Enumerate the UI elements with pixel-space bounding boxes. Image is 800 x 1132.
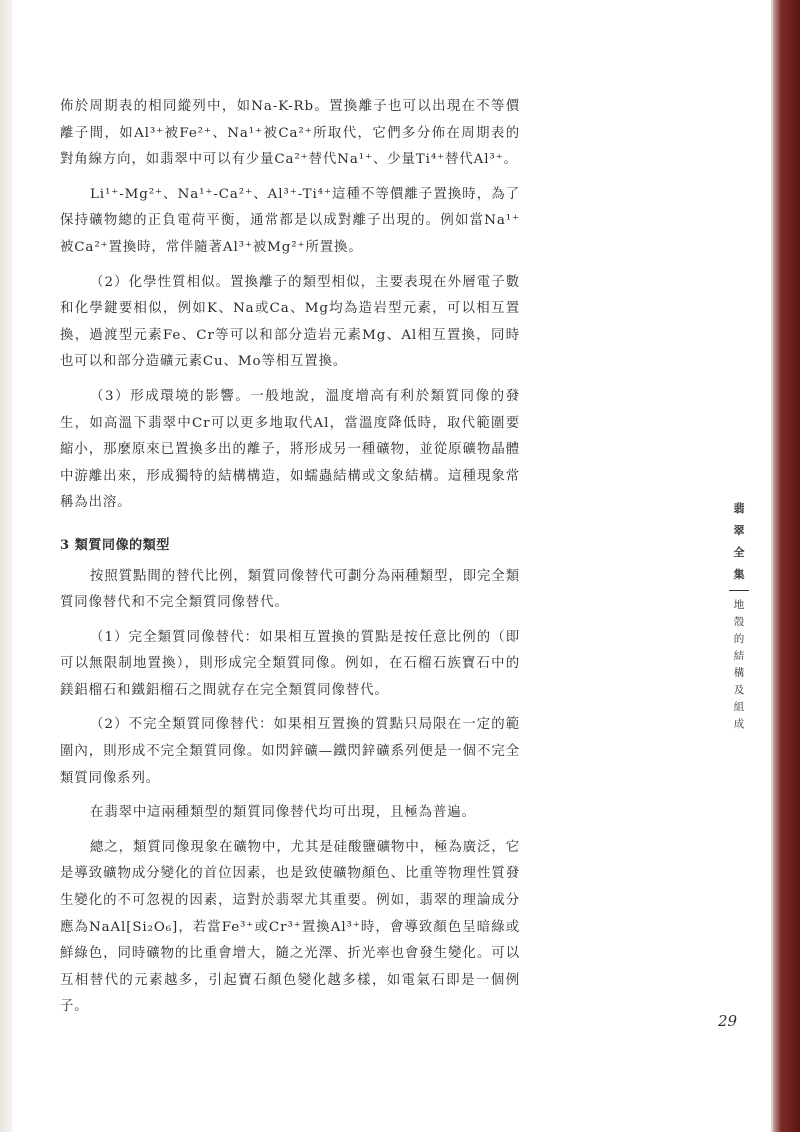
side-divider <box>729 590 749 591</box>
paragraph-8: 在翡翠中這兩種類型的類質同像替代均可出現，且極為普遍。 <box>90 805 476 821</box>
paragraph-2: Li¹⁺-Mg²⁺、Na¹⁺-Ca²⁺、Al³⁺-Ti⁴⁺這種不等價離子置換時，為了保持礦物總的正負電荷平衡，通常都是以成對離子出現的。例如當Na¹⁺被Ca²⁺置換時，常伴隨著Al³⁺被Mg²⁺所置換。 <box>60 186 520 255</box>
body-text <box>60 94 520 1029</box>
chapter-title: 地殼的結構及組成 <box>733 599 745 730</box>
paragraph-6: （1）完全類質同像替代：如果相互置換的質點是按任意比例的（即可以無限制地置換），則形成完全類質同像。例如，在石榴石族寶石中的鎂鋁榴石和鐵鋁榴石之間就存在完全類質同像替代。 <box>60 629 520 698</box>
section-heading: 3 類質同像的類型 <box>60 537 170 553</box>
paragraph-1: 佈於周期表的相同縱列中，如Na-K-Rb。置換離子也可以出現在不等價離子間，如Al³⁺被Fe²⁺、Na¹⁺被Ca²⁺所取代，它們多分佈在周期表的對角線方向，如翡翠中可以有少量Ca²⁺替代Na¹⁺、少量Ti⁴⁺替代Al³⁺。 <box>60 99 520 168</box>
paragraph-9: 總之，類質同像現象在礦物中，尤其是硅酸鹽礦物中，極為廣泛，它是導致礦物成分變化的首位因素，也是致使礦物顏色、比重等物理性質發生變化的不可忽視的因素，這對於翡翠尤其重要。例如，翡翠的理論成分應為NaAl[Si₂O₆]，若當Fe³⁺或Cr³⁺置換Al³⁺時，會導致顏色呈暗綠或鮮綠色，同時礦物的比重會增大，隨之光澤、折光率也會發生變化。可以互相替代的元素越多，引起寶石顏色變化越多樣，如電氣石即是一個例子。 <box>60 839 520 1015</box>
paragraph-4: （3）形成環境的影響。一般地說，溫度增高有利於類質同像的發生，如高溫下翡翠中Cr可以更多地取代Al，當溫度降低時，取代範圍要縮小，那麼原來已置換多出的離子，將形成另一種礦物，並從原礦物晶體中游離出來，形成獨特的結構構造，如蠕蟲結構或文象結構。這種現象常稱為出溶。 <box>60 388 520 511</box>
paragraph-5: 按照質點間的替代比例，類質同像替代可劃分為兩種類型，即完全類質同像替代和不完全類質同像替代。 <box>60 568 520 611</box>
page-gutter-shadow <box>0 0 12 1132</box>
book-binding-edge <box>773 0 800 1132</box>
page-number: 29 <box>718 1012 738 1030</box>
paragraph-3: （2）化學性質相似。置換離子的類型相似，主要表現在外層電子數和化學鍵要相似，例如K、Na或Ca、Mg均為造岩型元素，可以相互置換，過渡型元素Fe、Cr等可以和部分造岩元素Mg、Al相互置換，同時也可以和部分造礦元素Cu、Mo等相互置換。 <box>60 274 520 370</box>
series-title: 翡翠全集 <box>733 502 745 581</box>
side-running-head <box>729 498 749 733</box>
paragraph-7: （2）不完全類質同像替代：如果相互置換的質點只局限在一定的範圍內，則形成不完全類質同像。如閃鋅礦—鐵閃鋅礦系列便是一個不完全類質同像系列。 <box>60 717 520 786</box>
